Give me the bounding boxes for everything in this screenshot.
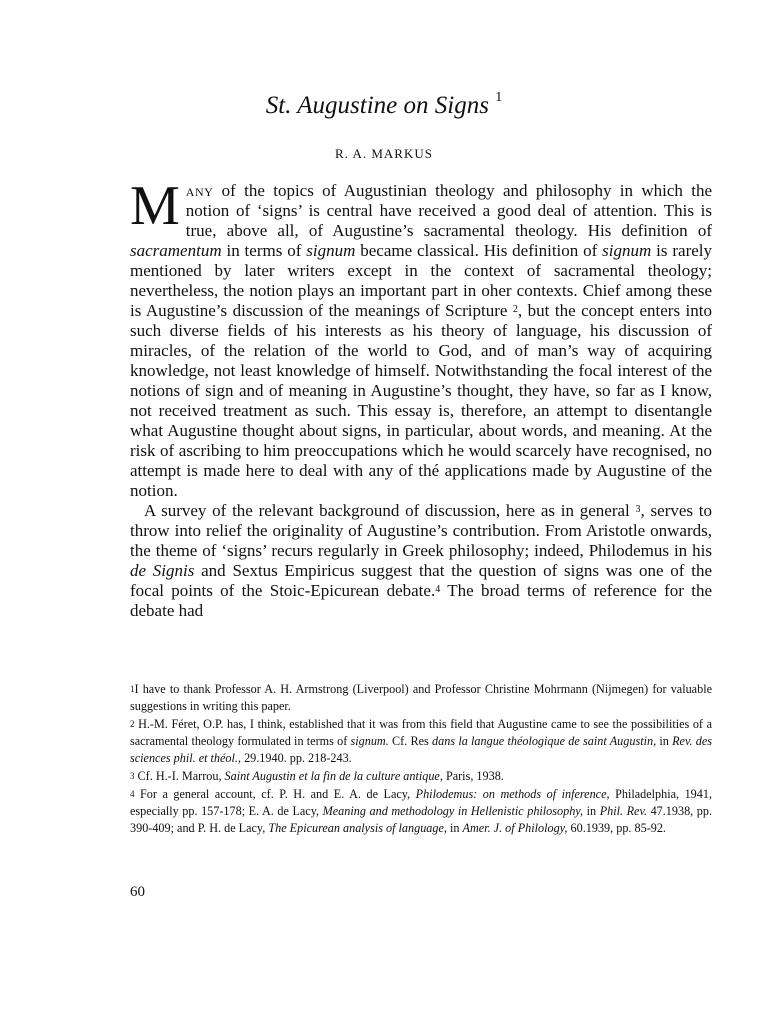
page-number: 60 <box>130 884 145 900</box>
author-name: R. A. MARKUS <box>335 146 433 161</box>
footnote-text: Cf. H.-I. Marrou, <box>134 769 225 783</box>
footnote-number: 2 <box>130 719 135 729</box>
footnote-italic: Saint Augustin et la fin de la culture antique, <box>224 769 443 783</box>
footnote-text: 60.1939, pp. 85-92. <box>567 821 666 835</box>
footnote-ref-3: 3 <box>635 504 641 515</box>
footnote-number: 1 <box>130 684 135 694</box>
footnote-ref-4: 4 <box>435 584 441 595</box>
footnote-italic: signum. <box>350 734 389 748</box>
footnote-text: H.-M. Féret, O.P. has, I think, established that it was from this field that Augustine came to see the possibilities of a sacramental theology formulated in terms of <box>130 717 712 748</box>
footnote-text: 47.1938, pp. 390-409; and P. H. de Lacy, <box>130 804 713 835</box>
footnote-1 <box>130 681 712 715</box>
footnote-4 <box>130 786 712 837</box>
footnote-text: Paris, 1938. <box>442 769 504 783</box>
footnote-text: Cf. Res <box>388 734 433 748</box>
footnote-number: 3 <box>130 771 135 781</box>
footnote-text: I have to thank Professor A. H. Armstrong (Liverpool) and Professor Christine Mohrmann (Nijmegen) for valuable suggestions in writing this paper. <box>130 682 712 713</box>
article-title: St. Augustine on Signs $^1$ <box>265 90 503 119</box>
footnote-3 <box>130 768 712 785</box>
footnote-ref-2: 2 <box>512 304 518 315</box>
footnote-italic: Philodemus: on methods of inference, <box>415 787 610 801</box>
footnote-italic: Rev. des sciences phil. et théol., <box>130 734 713 765</box>
footnote-2 <box>130 716 712 767</box>
title-footnote-marker: 1 <box>495 90 503 105</box>
paragraph-1: Many of the topics of Augustinian theology and philosophy in which the notion of ‘signs’ is central have received a good deal of attention. This is true, above all, of Augustine’s sacramental theology. His definition of sacramentum in terms of signum became classical. His definition of signum is rarely mentioned by later writers except in the context of sacramental theology; nevertheless, the notion plays an important part in oher contexts. Chief among these is Augustine’s discussion of the meanings of Scripture $^2$, but the concept enters into such diverse fields of his interests as his theory of language, his discussion of miracles, of the relation of the world to God, and of man’s way of acquiring knowledge, not least knowledge of himself. Notwithstanding the focal interest of the notions of sign and of meaning in Augustine’s thought, they have, so far as I know, not received treatment as such. This essay is, therefore, an attempt to disentangle what Augustine thought about signs, in particular, about words, and meaning. At the risk of ascribing to him preoccupations which he would scarcely have recognised, no attempt is made here to deal with any of thé applications made by Augustine of the notion. <box>130 175 713 500</box>
footnote-text: 29.1940. pp. 218-243. <box>241 751 352 765</box>
footnote-number: 4 <box>130 789 135 799</box>
paragraph-2: A survey of the relevant background of discussion, here as in general $^3$, serves to throw into relief the originality of Augustine’s contribution. From Aristotle onwards, the theme of ‘signs’ recurs regularly in Greek philosophy; indeed, Philodemus in his de Signis and Sextus Empiricus suggest that the question of signs was one of the focal points of the Stoic-Epicurean debate.$^4$ The broad terms of reference for the debate had <box>130 501 713 620</box>
footnote-text: in <box>446 821 463 835</box>
footnote-italic: The Epicurean analysis of language, <box>268 821 447 835</box>
drop-cap: M <box>130 175 180 237</box>
footnote-italic: Amer. J. of Philology, <box>462 821 568 835</box>
footnote-text: For a general account, cf. P. H. and E. A. de Lacy, <box>134 787 416 801</box>
footnote-text: in <box>656 734 673 748</box>
footnote-italic: dans la langue théologique de saint Augustin, <box>432 734 657 748</box>
footnote-italic: Phil. Rev. <box>599 804 648 818</box>
footnote-text: in <box>583 804 600 818</box>
footnote-italic: Meaning and methodology in Hellenistic philosophy, <box>322 804 584 818</box>
footnotes <box>130 681 712 838</box>
article-body <box>130 175 713 621</box>
footnote-text: Philadelphia, 1941, especially pp. 157-178; E. A. de Lacy, <box>130 787 712 818</box>
